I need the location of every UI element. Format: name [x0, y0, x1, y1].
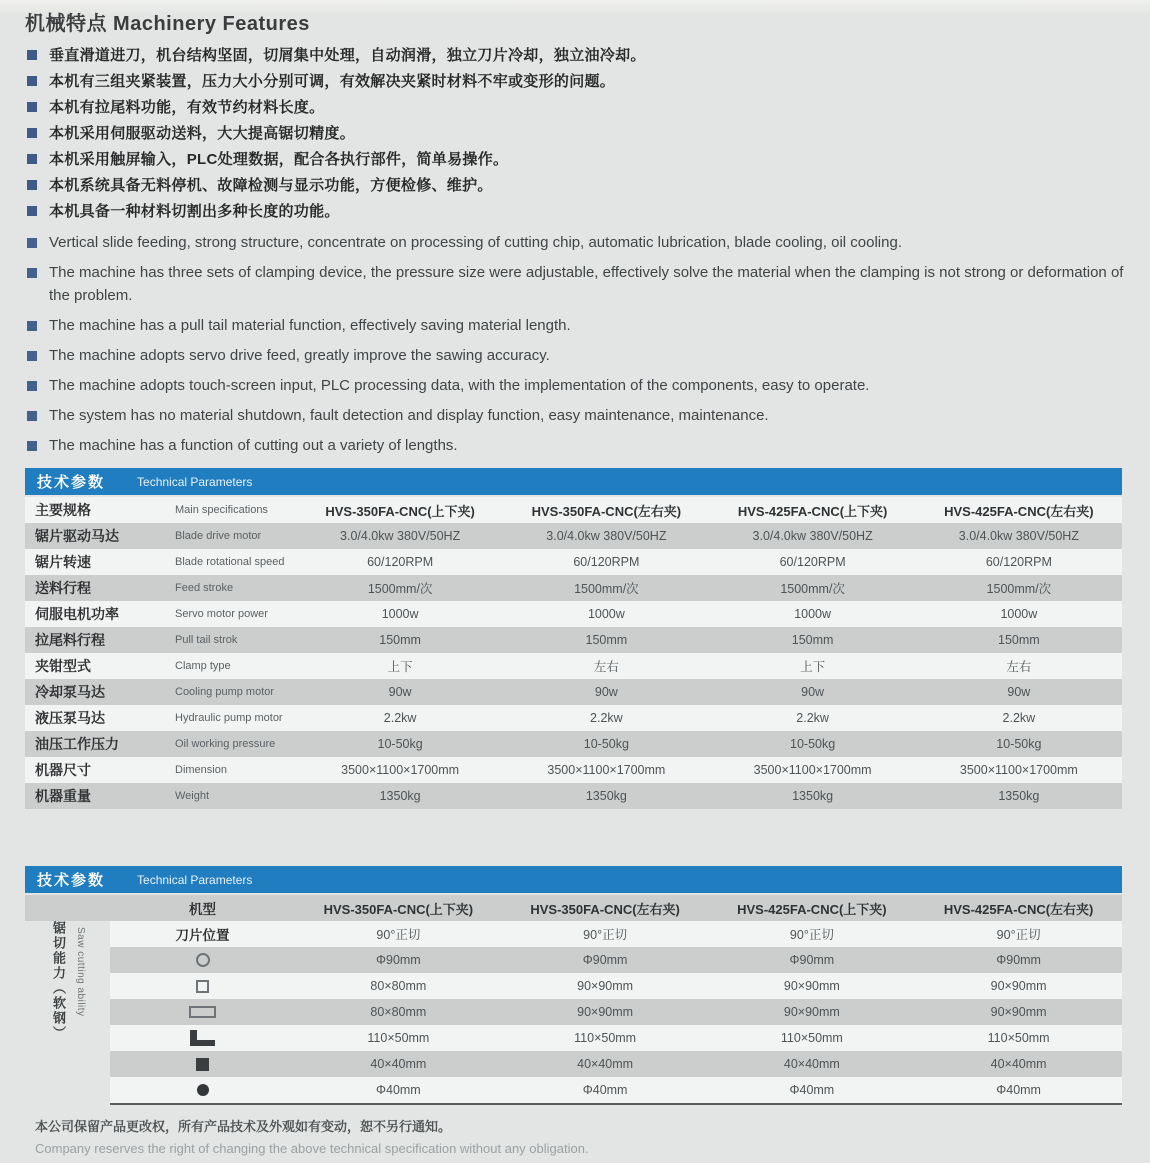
cell-value: 上下	[387, 660, 413, 674]
feature-item	[27, 231, 1133, 254]
cell-value: Φ90mm	[996, 953, 1041, 967]
row-label-en: Cooling pump motor	[175, 686, 275, 698]
cell-value: 90×90mm	[783, 979, 840, 993]
cell-value: 1000w	[587, 607, 625, 621]
saw-cutting-ability-table	[25, 866, 1122, 1105]
bullet-square-icon	[27, 128, 37, 138]
cell-value: 1000w	[794, 607, 832, 621]
cell-value: 2.2kw	[590, 711, 623, 725]
feature-item	[27, 174, 1127, 200]
page-title: 机械特点 Machinery Features	[25, 13, 310, 35]
cell-value: 1350kg	[998, 789, 1040, 803]
table-body	[25, 497, 1122, 809]
row-label-cn: 油压工作压力	[35, 736, 119, 752]
cell-value: 90×90mm	[577, 1005, 634, 1019]
cell-value: Φ40mm	[789, 1083, 835, 1097]
cell-value: 90×90mm	[783, 1005, 840, 1019]
feature-item	[27, 434, 1133, 457]
cell-value: Φ90mm	[789, 953, 835, 967]
feature-text: Vertical slide feeding, strong structure, concentrate on processing of cutting chip, automatic lubrication, blade cooling, oil cooling.	[49, 234, 902, 251]
row-label-cn: 机器重量	[35, 788, 91, 804]
cell-value: 60/120RPM	[573, 555, 640, 569]
cell-value: 2.2kw	[796, 711, 829, 725]
bullet-square-icon	[27, 76, 37, 86]
feature-item	[27, 374, 1133, 397]
cell-value: 2.2kw	[1002, 711, 1036, 725]
row-label-en: Clamp type	[175, 660, 231, 672]
feature-text: 本机采用伺服驱动送料，大大提高锯切精度。	[49, 125, 356, 142]
feature-item	[27, 122, 1127, 148]
cell-value: 150mm	[585, 633, 628, 647]
side-label-en: Saw cutting ability	[75, 927, 86, 1017]
row-label-cn: 锯片驱动马达	[35, 528, 119, 544]
cell-value: 150mm	[791, 633, 834, 647]
table-row	[25, 1077, 1122, 1103]
footer-disclaimer-cn: 本公司保留产品更改权，所有产品技术及外观如有变动，恕不另行通知。	[35, 1119, 452, 1134]
bullet-square-icon	[27, 351, 37, 361]
bullet-square-icon	[27, 268, 37, 278]
row-label-en: Main specifications	[175, 504, 268, 516]
bullet-square-icon	[27, 321, 37, 331]
cell-value: 90×90mm	[990, 979, 1047, 993]
cell-value: 1500mm/次	[986, 582, 1052, 596]
table-title-cn: 技术参数	[37, 474, 106, 491]
row-label-en: Servo motor power	[175, 608, 268, 620]
cell-value: 3.0/4.0kw 380V/50HZ	[958, 529, 1079, 543]
row-label-cn: 机器尺寸	[35, 762, 91, 778]
row-label-cn: 夹钳型式	[35, 658, 91, 674]
row-label-en: Hydraulic pump motor	[175, 712, 283, 724]
feature-text: 本机系统具备无料停机、故障检测与显示功能，方便检修、维护。	[49, 177, 493, 194]
table-row	[25, 575, 1122, 601]
row-label-cn: 液压泵马达	[35, 710, 105, 726]
feature-text: 垂直滑道进刀，机台结构坚固，切屑集中处理，自动润滑，独立刀片冷却，独立油冷却。	[49, 47, 646, 64]
row-label-cn: 主要规格	[35, 502, 91, 518]
table-row	[25, 523, 1122, 549]
features-list-en	[27, 231, 1133, 464]
footer-disclaimer-en: Company reserves the right of changing the above technical specification without any obligation.	[35, 1141, 589, 1156]
row-label-en: Dimension	[175, 764, 227, 776]
bullet-square-icon	[27, 180, 37, 190]
cell-value: 90w	[1007, 685, 1031, 699]
cell-value: 1350kg	[585, 789, 627, 803]
cell-value: Φ40mm	[582, 1083, 628, 1097]
features-list-cn	[27, 44, 1127, 226]
table-row-models	[25, 895, 1122, 921]
feature-item	[27, 344, 1133, 367]
cell-value: 90°正切	[996, 928, 1041, 942]
table-body	[25, 895, 1122, 1105]
blade-position-label: 刀片位置	[175, 928, 230, 943]
table-row	[25, 999, 1122, 1025]
row-label-en: Pull tail strok	[175, 634, 238, 646]
model-header: HVS-425FA-CNC(左右夹)	[944, 503, 1094, 519]
row-label-en: Weight	[175, 790, 210, 802]
cell-value: 110×50mm	[987, 1031, 1050, 1045]
feature-item	[27, 200, 1127, 226]
feature-text: The system has no material shutdown, fault detection and display function, easy maintenance, maintenance.	[49, 407, 769, 424]
cell-value: 上下	[800, 660, 826, 674]
angle-profile-icon	[190, 1030, 215, 1046]
model-column-label: 机型	[189, 902, 216, 917]
row-label-cn: 拉尾料行程	[35, 632, 105, 648]
bullet-square-icon	[27, 206, 37, 216]
spacer	[25, 895, 110, 921]
feature-item	[27, 404, 1133, 427]
bullet-square-icon	[27, 441, 37, 451]
row-label-en: Blade drive motor	[175, 530, 262, 542]
table-row	[25, 627, 1122, 653]
cell-value: 1000w	[381, 607, 419, 621]
table-row	[25, 783, 1122, 809]
cell-value: 40×40mm	[370, 1057, 427, 1071]
table-row-models	[25, 497, 1122, 523]
solid-square-bar-icon	[196, 1058, 209, 1071]
row-label-cn: 送料行程	[35, 580, 91, 596]
cell-value: 90w	[801, 685, 825, 699]
model-header: HVS-425FA-CNC(上下夹)	[737, 503, 888, 519]
cell-value: 60/120RPM	[779, 555, 846, 569]
rect-tube-icon	[189, 1006, 216, 1018]
table-bottom-rule	[110, 1103, 1122, 1105]
cell-value: 2.2kw	[383, 711, 417, 725]
cell-value: 10-50kg	[996, 737, 1042, 751]
feature-text: 本机具备一种材料切割出多种长度的功能。	[49, 203, 340, 220]
table-row	[25, 731, 1122, 757]
cell-value: 1350kg	[379, 789, 421, 803]
feature-text: 本机采用触屏输入，PLC处理数据，配合各执行部件，简单易操作。	[49, 151, 509, 168]
cell-value: 90×90mm	[990, 1005, 1047, 1019]
cell-value: 60/120RPM	[985, 555, 1052, 569]
table-row	[25, 1025, 1122, 1051]
cell-value: 110×50mm	[780, 1031, 843, 1045]
feature-text: The machine adopts touch-screen input, PLC processing data, with the implementation of the components, easy to operate.	[49, 377, 870, 394]
row-label-cn: 冷却泵马达	[35, 684, 105, 700]
cell-value: 60/120RPM	[367, 555, 434, 569]
cell-value: 110×50mm	[574, 1031, 637, 1045]
footer	[35, 1116, 589, 1156]
feature-text: The machine has a pull tail material function, effectively saving material length.	[49, 317, 571, 334]
feature-item	[27, 96, 1127, 122]
bullet-square-icon	[27, 411, 37, 421]
cell-value: 10-50kg	[790, 737, 836, 751]
cell-value: 3500×1100×1700mm	[753, 763, 872, 777]
technical-parameters-table	[25, 468, 1122, 809]
cell-value: 1500mm/次	[574, 582, 639, 596]
side-header-saw-cutting-ability	[25, 921, 110, 1103]
model-header: HVS-350FA-CNC(上下夹)	[325, 503, 475, 519]
feature-text: 本机有三组夹紧装置，压力大小分别可调，有效解决夹紧时材料不牢或变形的问题。	[49, 73, 616, 90]
cell-value: 左右	[593, 660, 619, 674]
bullet-square-icon	[27, 238, 37, 248]
table-row	[25, 653, 1122, 679]
bullet-square-icon	[27, 154, 37, 164]
cell-value: 3500×1100×1700mm	[341, 763, 460, 777]
model-header: HVS-425FA-CNC(左右夹)	[943, 901, 1094, 917]
feature-text: The machine adopts servo drive feed, greatly improve the sawing accuracy.	[49, 347, 550, 364]
round-tube-icon	[196, 953, 210, 967]
feature-text: The machine has three sets of clamping device, the pressure size were adjustable, effectively solve the material when the clamping is not strong or deformation of the problem.	[49, 264, 1124, 304]
bullet-square-icon	[27, 102, 37, 112]
table-row	[25, 679, 1122, 705]
cell-value: 80×80mm	[370, 979, 427, 993]
table-row	[25, 947, 1122, 973]
table-row	[25, 757, 1122, 783]
feature-text: 本机有拉尾料功能，有效节约材料长度。	[49, 99, 325, 116]
cell-value: 90w	[388, 685, 412, 699]
cell-value: 10-50kg	[583, 737, 629, 751]
cell-value: Φ90mm	[376, 953, 421, 967]
cell-value: Φ90mm	[582, 953, 628, 967]
model-header: HVS-350FA-CNC(左右夹)	[531, 503, 682, 519]
model-header: HVS-425FA-CNC(上下夹)	[737, 901, 887, 917]
solid-round-bar-icon	[197, 1084, 209, 1096]
row-label-en: Feed stroke	[175, 582, 234, 594]
model-header: HVS-350FA-CNC(上下夹)	[323, 901, 474, 917]
table-row	[25, 1051, 1122, 1077]
feature-item	[27, 70, 1127, 96]
cell-value: 40×40mm	[577, 1057, 634, 1071]
table-header-band	[25, 468, 1122, 495]
cell-value: 40×40mm	[783, 1057, 840, 1071]
row-label-en: Oil working pressure	[175, 738, 276, 750]
model-header: HVS-350FA-CNC(左右夹)	[530, 901, 680, 917]
cell-value: 1500mm/次	[367, 582, 433, 596]
side-label-cn: 锯切能力（软钢）	[51, 921, 66, 1041]
table-title-cn: 技术参数	[37, 872, 106, 889]
bullet-square-icon	[27, 50, 37, 60]
cell-value: 110×50mm	[367, 1031, 430, 1045]
table-header-band	[25, 866, 1122, 893]
table-row	[25, 973, 1122, 999]
cell-value: 3500×1100×1700mm	[547, 763, 666, 777]
row-label-cn: 锯片转速	[35, 554, 91, 570]
cell-value: 1500mm/次	[780, 582, 845, 596]
cell-value: 1000w	[1000, 607, 1038, 621]
cell-value: 150mm	[998, 633, 1040, 647]
cell-value: Φ40mm	[996, 1083, 1041, 1097]
cell-value: 1350kg	[792, 789, 834, 803]
cell-value: 150mm	[379, 633, 421, 647]
feature-item	[27, 261, 1133, 307]
square-tube-icon	[196, 980, 209, 993]
cell-value: 90°正切	[583, 928, 628, 942]
cell-value: 3.0/4.0kw 380V/50HZ	[752, 529, 873, 543]
cell-value: 左右	[1006, 660, 1032, 674]
cell-value: 90°正切	[376, 928, 421, 942]
cell-value: 40×40mm	[990, 1057, 1047, 1071]
row-label-cn: 伺服电机功率	[35, 606, 119, 622]
feature-item	[27, 148, 1127, 174]
cell-value: 90°正切	[789, 928, 834, 942]
cell-value: 10-50kg	[377, 737, 423, 751]
cell-value: 3.0/4.0kw 380V/50HZ	[340, 529, 461, 543]
table-row	[25, 921, 1122, 947]
table-title-en: Technical Parameters	[137, 474, 253, 489]
cell-value: 90w	[594, 685, 618, 699]
bullet-square-icon	[27, 381, 37, 391]
cell-value: 80×80mm	[370, 1005, 427, 1019]
table-row	[25, 549, 1122, 575]
row-label-en: Blade rotational speed	[175, 556, 285, 568]
cell-value: 90×90mm	[577, 979, 634, 993]
cell-value: 3.0/4.0kw 380V/50HZ	[546, 529, 667, 543]
table-title-en: Technical Parameters	[137, 872, 253, 887]
feature-item	[27, 44, 1127, 70]
feature-text: The machine has a function of cutting out a variety of lengths.	[49, 437, 458, 454]
cell-value: Φ40mm	[376, 1083, 421, 1097]
table-row	[25, 601, 1122, 627]
cell-value: 3500×1100×1700mm	[959, 763, 1078, 777]
feature-item	[27, 314, 1133, 337]
table-row	[25, 705, 1122, 731]
